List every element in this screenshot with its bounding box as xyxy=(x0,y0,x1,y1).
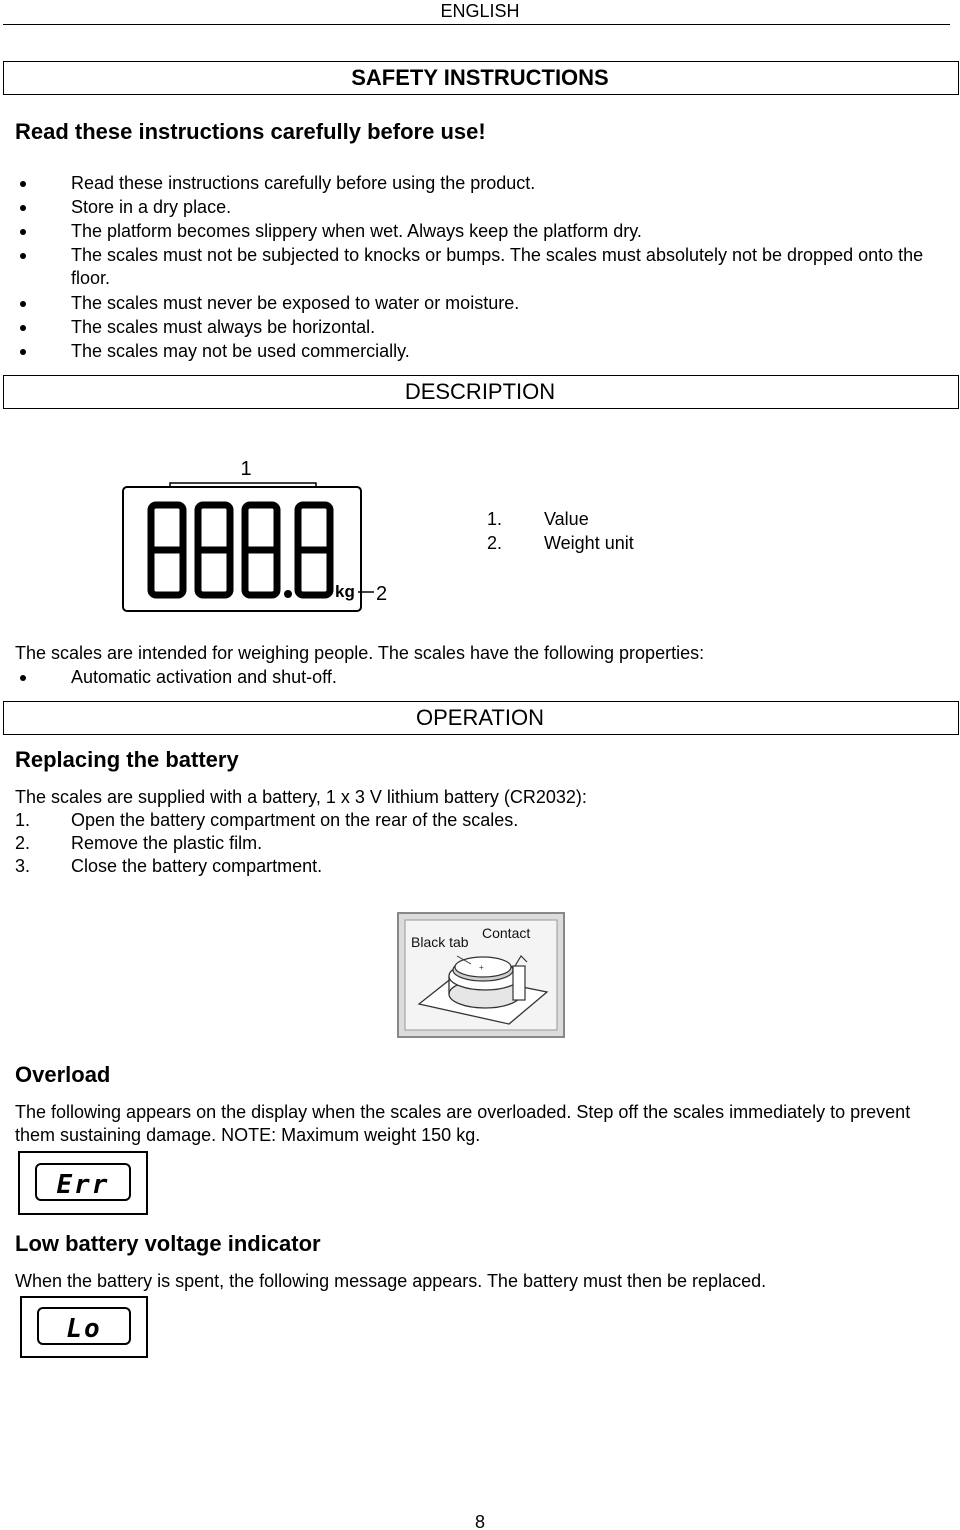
low-battery-text: When the battery is spent, the following message appears. The battery must then be replaced. xyxy=(15,1271,767,1291)
battery-intro: The scales are supplied with a battery, 1 x 3 V lithium battery (CR2032): xyxy=(15,787,587,807)
bullet-icon xyxy=(20,675,26,681)
contact-label: Contact xyxy=(482,925,531,941)
bullet-icon xyxy=(20,349,26,355)
lo-display-text: Lo xyxy=(66,1314,102,1344)
callout-1-label: 1 xyxy=(240,458,252,480)
header-rule xyxy=(3,24,950,25)
err-display xyxy=(18,1151,148,1215)
bullet-icon xyxy=(20,229,26,235)
battery-figure xyxy=(397,912,565,1038)
safety-subtitle: Read these instructions carefully before use! xyxy=(15,119,486,144)
low-battery-heading: Low battery voltage indicator xyxy=(15,1231,321,1256)
bullet-icon xyxy=(20,181,26,187)
bullet-icon xyxy=(20,253,26,259)
display-figure xyxy=(118,455,398,615)
bullet-icon xyxy=(20,301,26,307)
callout-2-label: 2 xyxy=(376,583,388,605)
header-language: ENGLISH xyxy=(440,1,520,21)
black-tab-label: Black tab xyxy=(411,934,469,950)
unit-label: kg xyxy=(335,582,355,601)
decimal-point xyxy=(284,590,292,598)
svg-text:+: + xyxy=(479,963,484,972)
overload-text: The following appears on the display when the scales are overloaded. Step off the scales immediately to prevent them sustaining damage. NOTE: Maximum weight 150 kg. xyxy=(15,1102,911,1145)
operation-title: OPERATION xyxy=(416,705,544,730)
safety-title: SAFETY INSTRUCTIONS xyxy=(351,65,609,90)
bullet-icon xyxy=(20,325,26,331)
lo-display xyxy=(20,1296,148,1358)
page-number: 8 xyxy=(474,1512,485,1530)
description-intro: The scales are intended for weighing people. The scales have the following properties: xyxy=(15,643,705,663)
display-figure-drawing xyxy=(118,455,398,615)
battery-figure-drawing xyxy=(397,912,565,1038)
lo-display-drawing xyxy=(20,1296,148,1358)
battery-heading: Replacing the battery xyxy=(15,747,239,772)
overload-heading: Overload xyxy=(15,1062,111,1087)
err-display-drawing xyxy=(18,1151,148,1215)
description-title: DESCRIPTION xyxy=(404,379,556,404)
err-display-text: Err xyxy=(56,1170,110,1200)
bullet-icon xyxy=(20,205,26,211)
